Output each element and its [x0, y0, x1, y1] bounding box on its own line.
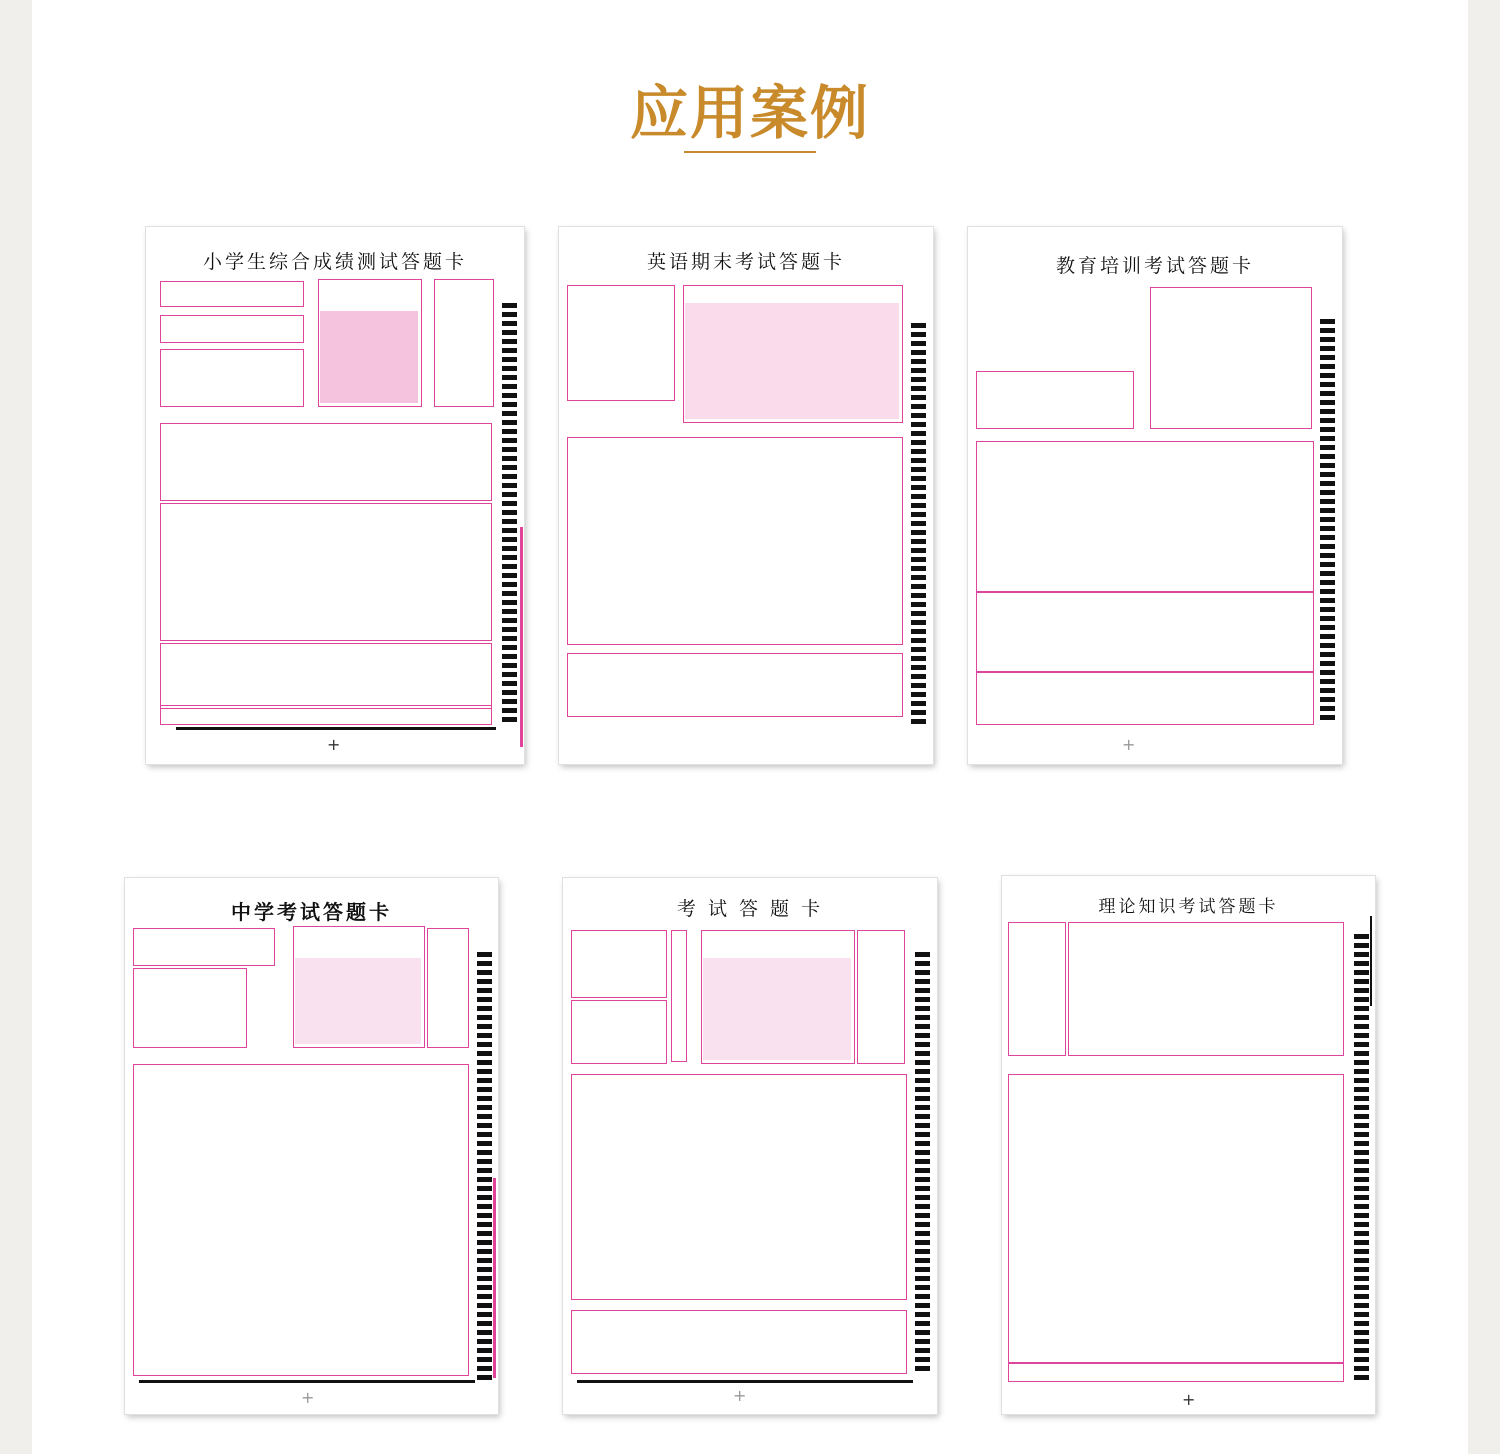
name-box	[160, 281, 304, 307]
edge-line	[1370, 916, 1372, 1006]
paper-type-box	[671, 930, 687, 1062]
answer-area	[571, 1074, 907, 1300]
bottom-bar	[139, 1380, 475, 1383]
fill-example-box	[571, 1000, 667, 1064]
student-info-box	[567, 285, 675, 401]
timing-marks	[915, 952, 930, 1375]
answer-sheet-card-5	[563, 878, 937, 1414]
card-title: 小学生综合成绩测试答题卡	[202, 251, 467, 273]
single-choice-section	[976, 441, 1314, 593]
subject-box	[857, 930, 905, 1064]
staff-area	[160, 705, 492, 725]
id-number-box	[1068, 922, 1344, 1056]
notice-box	[567, 653, 903, 717]
name-box	[571, 930, 667, 998]
bottom-bar	[577, 1380, 913, 1383]
answer-area	[133, 1064, 469, 1376]
registration-mark: +	[327, 735, 341, 754]
card-title: 英语期末考试答题卡	[646, 251, 845, 273]
notice-box	[571, 1310, 907, 1374]
card-title: 理论知识考试答题卡	[1098, 897, 1279, 917]
proctor-area	[1008, 1362, 1344, 1382]
registration-mark: +	[1182, 1390, 1196, 1409]
math-section	[160, 423, 492, 501]
answer-sheet-card-3	[968, 227, 1342, 764]
registration-mark: +	[301, 1388, 315, 1407]
fill-example-box	[133, 968, 247, 1048]
answer-sheet-card-4	[125, 878, 498, 1414]
timing-marks	[477, 952, 492, 1384]
name-box	[133, 928, 275, 966]
name-box	[1008, 922, 1066, 1056]
card-title: 教育培训考试答题卡	[1055, 255, 1254, 277]
timing-marks	[911, 323, 926, 728]
answer-area	[567, 437, 903, 645]
answer-sheet-card-1	[146, 227, 524, 764]
answer-sheet-card-6	[1002, 876, 1375, 1414]
exam-id-grid	[703, 958, 851, 1060]
bottom-bar	[176, 727, 496, 730]
chinese-section	[160, 503, 492, 641]
card-title: 考 试 答 题 卡	[676, 898, 824, 920]
timing-marks	[1320, 319, 1335, 724]
subject-code-box	[427, 928, 469, 1048]
answer-area	[1008, 1074, 1344, 1364]
notice-box	[976, 371, 1134, 429]
true-false-section	[976, 671, 1314, 725]
timing-marks	[502, 303, 517, 726]
answer-sheet-card-2	[559, 227, 933, 764]
registration-mark: +	[733, 1386, 747, 1405]
edge-line	[493, 1178, 496, 1378]
exam-id-box	[1150, 287, 1312, 429]
registration-mark: +	[1122, 735, 1136, 754]
subject-box	[434, 279, 494, 407]
exam-id-grid	[320, 311, 418, 403]
english-section	[160, 643, 492, 709]
multiple-choice-section	[976, 591, 1314, 673]
fill-example-box	[160, 315, 304, 343]
exam-id-grid	[295, 958, 421, 1044]
timing-marks	[1354, 934, 1369, 1384]
title-underline	[684, 151, 816, 153]
page-title: 应用案例	[629, 79, 870, 147]
card-title: 中学考试答题卡	[231, 900, 392, 924]
notice-box	[160, 349, 304, 407]
edge-line	[520, 527, 523, 747]
exam-id-grid	[685, 303, 899, 419]
